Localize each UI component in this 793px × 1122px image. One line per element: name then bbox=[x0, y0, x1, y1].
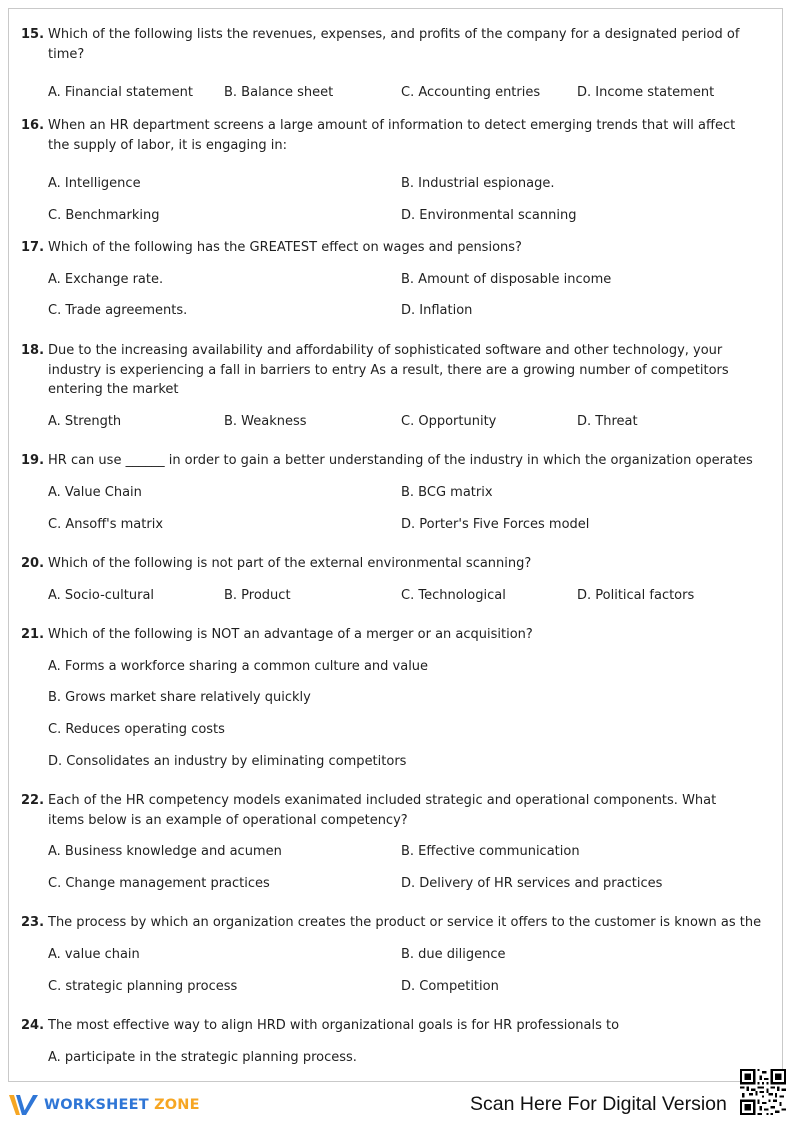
brand-name bbox=[44, 1097, 200, 1113]
question-number: 21. bbox=[21, 627, 45, 642]
option-b: B. Industrial espionage. bbox=[401, 176, 555, 191]
option-a: A. Financial statement bbox=[48, 85, 193, 100]
question-number: 15. bbox=[21, 27, 45, 42]
question-text: HR can use ______ in order to gain a better understanding of the industry in which the organization operates bbox=[48, 453, 753, 468]
question-number: 20. bbox=[21, 556, 45, 571]
option-c: C. strategic planning process bbox=[48, 979, 238, 994]
option-c: C. Trade agreements. bbox=[48, 303, 188, 318]
option-b: B. BCG matrix bbox=[401, 485, 493, 500]
option-c: C. Technological bbox=[401, 588, 506, 603]
option-d: D. Threat bbox=[577, 414, 638, 429]
option-b: B. Grows market share relatively quickly bbox=[48, 690, 311, 705]
option-d: D. Environmental scanning bbox=[401, 208, 577, 223]
option-d: D. Consolidates an industry by eliminating competitors bbox=[48, 754, 407, 769]
option-d: D. Delivery of HR services and practices bbox=[401, 876, 663, 891]
question-text: When an HR department screens a large amount of information to detect emerging trends that will affect the supply of labor, it is engaging in: bbox=[48, 118, 736, 153]
option-a: A. Strength bbox=[48, 414, 122, 429]
worksheetzone-logo[interactable] bbox=[8, 1092, 200, 1118]
option-a: A. value chain bbox=[48, 947, 140, 962]
option-c: C. Ansoff's matrix bbox=[48, 517, 164, 532]
option-c: C. Change management practices bbox=[48, 876, 270, 891]
question-number: 18. bbox=[21, 343, 45, 358]
option-a: A. Exchange rate. bbox=[48, 272, 164, 287]
option-a: A. Intelligence bbox=[48, 176, 141, 191]
question-number: 22. bbox=[21, 793, 45, 808]
scan-caption: Scan Here For Digital Version bbox=[470, 1093, 727, 1115]
option-c: C. Benchmarking bbox=[48, 208, 160, 223]
question-number: 19. bbox=[21, 453, 45, 468]
question-text: Which of the following is NOT an advantage of a merger or an acquisition? bbox=[48, 627, 533, 642]
option-d: D. Competition bbox=[401, 979, 499, 994]
option-a: A. Value Chain bbox=[48, 485, 142, 500]
question-text: Each of the HR competency models exanimated included strategic and operational components. What items below is an example of operational competency? bbox=[48, 793, 717, 828]
option-b: B. Product bbox=[224, 588, 291, 603]
option-b: B. Effective communication bbox=[401, 844, 580, 859]
option-b: B. Weakness bbox=[224, 414, 307, 429]
option-b: B. due diligence bbox=[401, 947, 506, 962]
option-c: C. Opportunity bbox=[401, 414, 497, 429]
question-number: 23. bbox=[21, 915, 45, 930]
question-text: The process by which an organization creates the product or service it offers to the customer is known as the bbox=[48, 915, 762, 930]
worksheet-page bbox=[8, 8, 783, 1082]
question-number: 24. bbox=[21, 1018, 45, 1033]
brand-word-1: WORKSHEET bbox=[44, 1097, 149, 1113]
qr-code-icon[interactable] bbox=[740, 1069, 786, 1115]
option-d: D. Income statement bbox=[577, 85, 715, 100]
option-a: A. Business knowledge and acumen bbox=[48, 844, 282, 859]
option-d: D. Porter's Five Forces model bbox=[401, 517, 590, 532]
option-d: D. Political factors bbox=[577, 588, 695, 603]
question-text: Which of the following lists the revenues, expenses, and profits of the company for a designated period of time? bbox=[48, 27, 740, 62]
question-text: Which of the following has the GREATEST effect on wages and pensions? bbox=[48, 240, 522, 255]
option-a: A. Socio-cultural bbox=[48, 588, 155, 603]
option-c: C. Accounting entries bbox=[401, 85, 541, 100]
question-number: 17. bbox=[21, 240, 45, 255]
option-a: A. participate in the strategic planning process. bbox=[48, 1050, 357, 1065]
question-text: The most effective way to align HRD with organizational goals is for HR professionals to bbox=[48, 1018, 620, 1033]
option-b: B. Balance sheet bbox=[224, 85, 334, 100]
question-number: 16. bbox=[21, 118, 45, 133]
option-b: B. Amount of disposable income bbox=[401, 272, 612, 287]
brand-word-2: ZONE bbox=[154, 1097, 200, 1113]
w-logo-icon bbox=[8, 1092, 40, 1118]
option-a: A. Forms a workforce sharing a common culture and value bbox=[48, 659, 429, 674]
option-c: C. Reduces operating costs bbox=[48, 722, 225, 737]
question-text: Which of the following is not part of the external environmental scanning? bbox=[48, 556, 532, 571]
option-d: D. Inflation bbox=[401, 303, 473, 318]
question-text: Due to the increasing availability and affordability of sophisticated software and other technology, your industry is experiencing a fall in barriers to entry As a result, there are a growing number of competitors entering the market bbox=[48, 343, 729, 397]
